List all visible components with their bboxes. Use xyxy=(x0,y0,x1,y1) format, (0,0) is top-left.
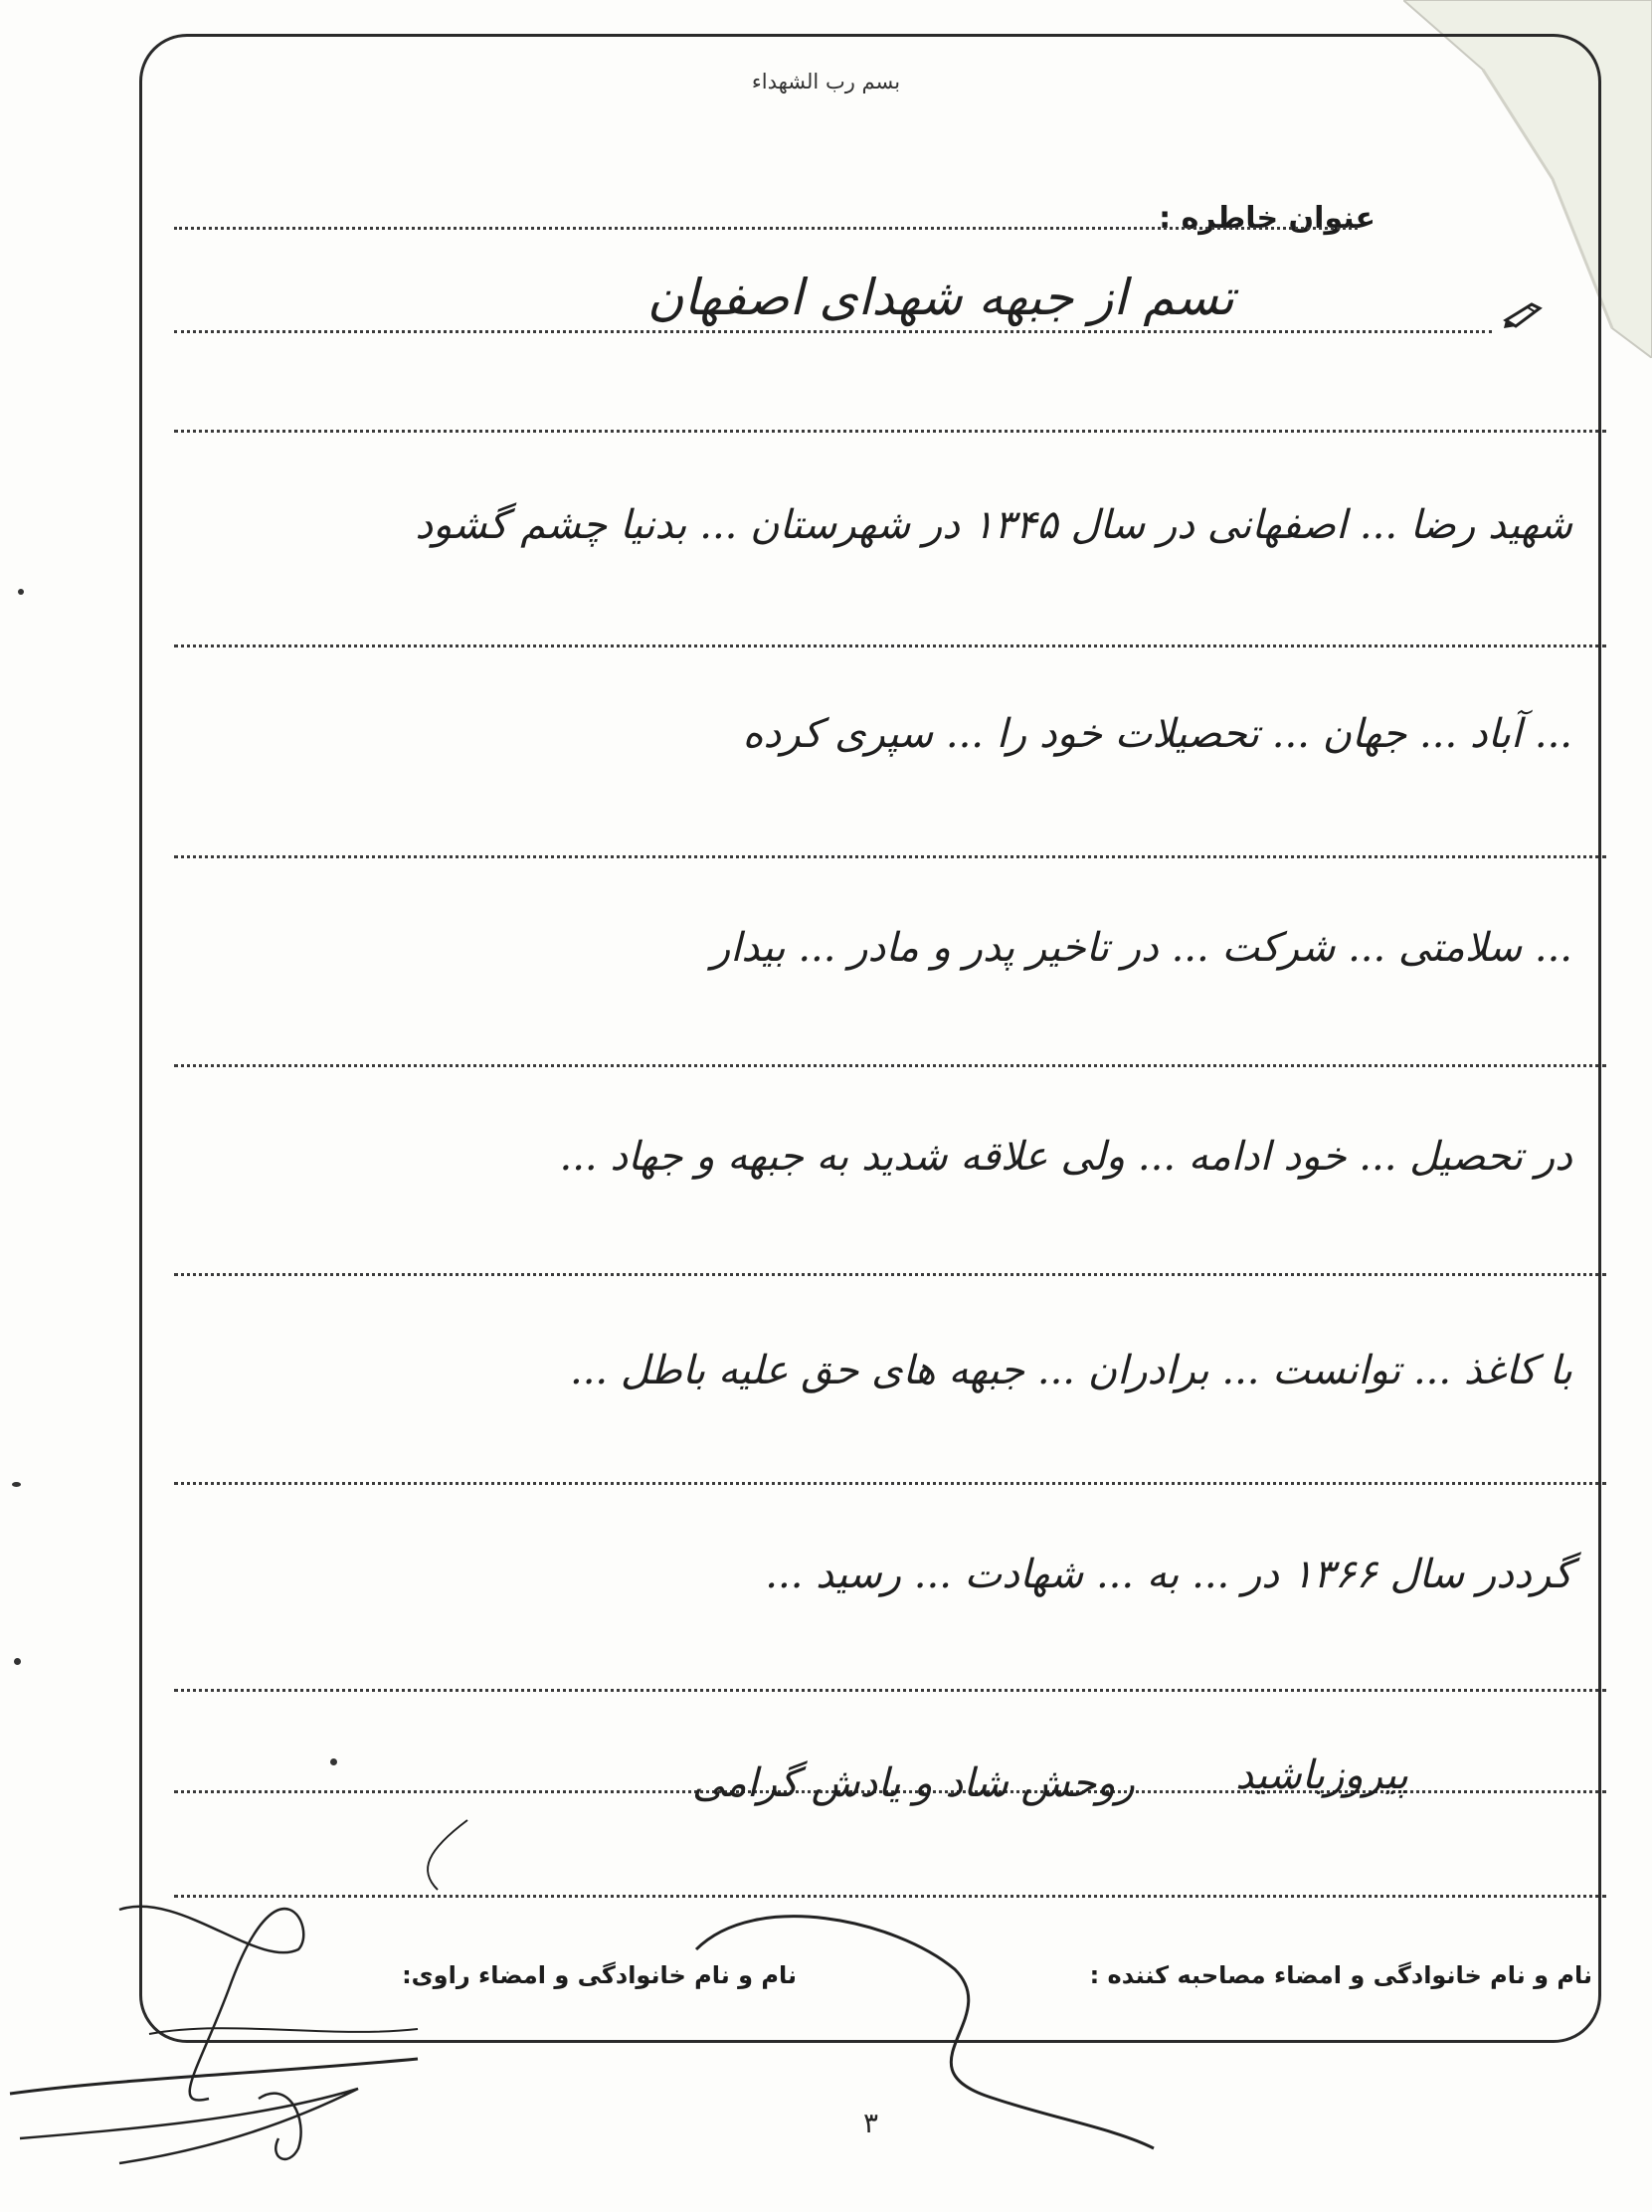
dotted-line xyxy=(174,1273,1606,1276)
narrator-signature-label: نام و نام خانوادگی و امضاء راوی: xyxy=(402,1961,797,1989)
handwritten-line: شهید رضا ... اصفهانی در سال ۱۳۴۵ در شهرستان ... بدنیا چشم گشود xyxy=(415,502,1572,548)
signoff-main: روحش شاد و یادش گرامی xyxy=(692,1760,1135,1806)
dotted-line xyxy=(174,645,1606,647)
page-number: ۳ xyxy=(863,2107,879,2139)
dotted-line xyxy=(174,1689,1606,1692)
interviewer-signature-label: نام و نام خانوادگی و امضاء مصاحبه کننده : xyxy=(1089,1961,1592,1989)
pen-icon xyxy=(1502,298,1546,330)
dotted-line xyxy=(174,1482,1606,1485)
form-frame xyxy=(139,34,1601,2043)
signoff-left: پیروزباشید xyxy=(1235,1752,1408,1798)
dotted-line xyxy=(174,227,1358,230)
handwritten-line: گرددر سال ۱۳۶۶ در ... به ... شهادت ... رسید ... xyxy=(765,1552,1572,1597)
dotted-line xyxy=(174,1895,1606,1898)
scan-speck xyxy=(12,1482,21,1487)
dotted-line xyxy=(174,430,1606,433)
memoir-title-handwritten: تسم از جبهه شهدای اصفهان xyxy=(646,269,1234,326)
header-invocation: بسم رب الشهداء xyxy=(751,70,901,93)
scan-speck xyxy=(14,1658,21,1665)
dotted-line xyxy=(174,330,1492,333)
handwritten-line: ... آباد ... جهان ... تحصیلات خود را ... سپری کرده xyxy=(742,711,1572,757)
scan-speck xyxy=(18,589,24,595)
handwritten-line: ... سلامتی ... شرکت ... در تاخیر پدر و مادر ... بیدار xyxy=(710,925,1572,971)
memoir-title-label: عنوان خاطره : xyxy=(1159,201,1376,236)
handwritten-line: در تحصیل ... خود ادامه ... ولی علاقه شدید به جبهه و جهاد ... xyxy=(559,1134,1572,1180)
dotted-line xyxy=(174,855,1606,858)
dotted-line xyxy=(174,1064,1606,1067)
scan-speck xyxy=(330,1758,337,1765)
handwritten-line: با کاغذ ... توانست ... برادران ... جبهه های حق علیه باطل ... xyxy=(570,1348,1572,1393)
